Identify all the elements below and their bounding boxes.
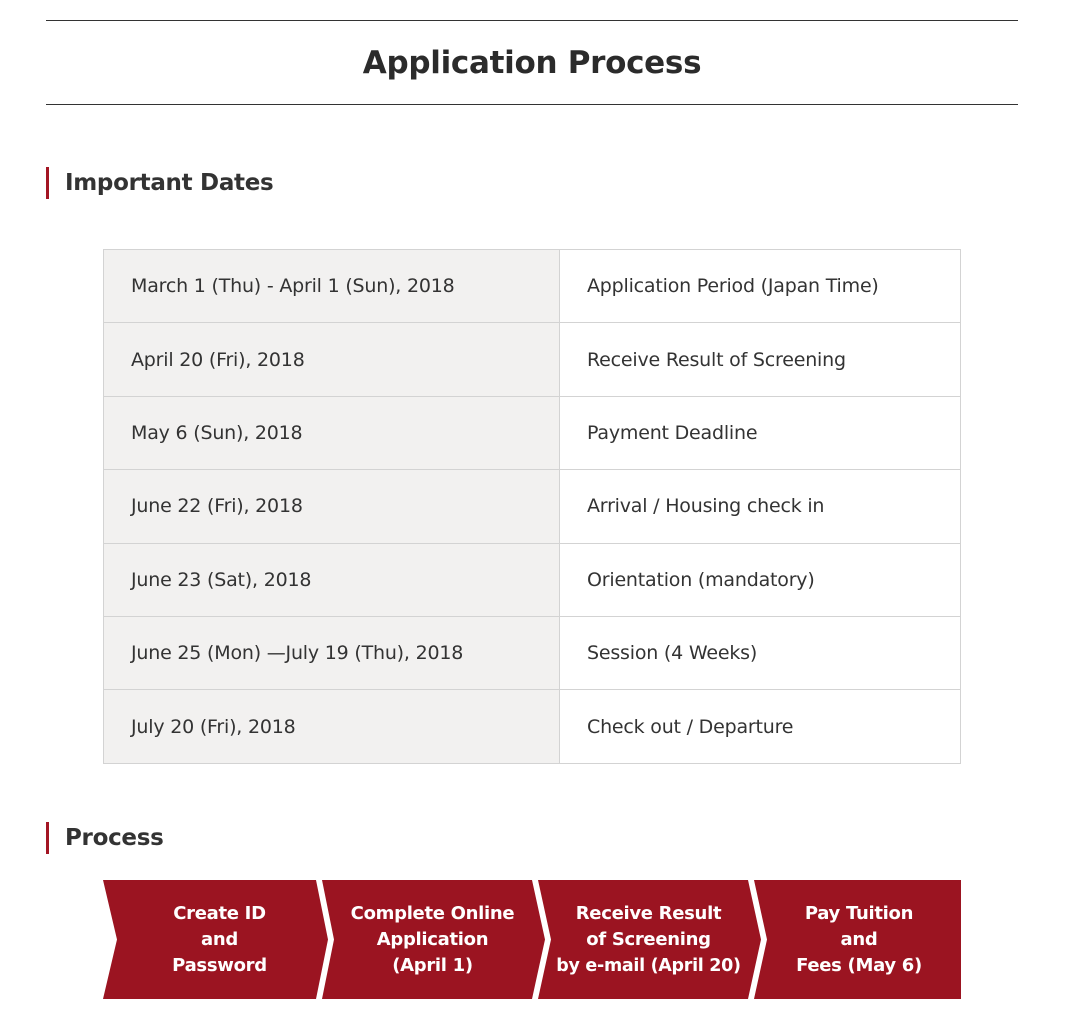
table-row xyxy=(104,543,961,616)
date-cell: June 25 (Mon) —July 19 (Thu), 2018 xyxy=(104,616,560,689)
step-line: Application xyxy=(376,928,489,950)
step-line: Pay Tuition xyxy=(804,902,914,924)
table-row xyxy=(104,323,961,396)
event-cell: Arrival / Housing check in xyxy=(560,470,961,543)
heading-accent-bar xyxy=(46,167,49,199)
step-line: by e-mail (April 20) xyxy=(556,955,741,976)
step-line: Fees (May 6) xyxy=(796,954,922,976)
date-cell: March 1 (Thu) - April 1 (Sun), 2018 xyxy=(104,250,560,323)
section-heading-text: Process xyxy=(65,825,164,851)
title-top-rule xyxy=(46,20,1018,21)
date-cell: July 20 (Fri), 2018 xyxy=(104,690,560,763)
page-title: Application Process xyxy=(362,45,702,81)
step-line: Complete Online xyxy=(350,902,515,924)
section-heading-text: Important Dates xyxy=(65,170,274,196)
event-cell: Receive Result of Screening xyxy=(560,323,961,396)
title-bottom-rule xyxy=(46,104,1018,105)
section-heading-important-dates xyxy=(46,167,273,199)
process-step-create-id xyxy=(117,880,322,999)
heading-accent-bar xyxy=(46,822,49,854)
table-row xyxy=(104,250,961,323)
date-cell: June 22 (Fri), 2018 xyxy=(104,470,560,543)
table-row xyxy=(104,690,961,763)
date-cell: May 6 (Sun), 2018 xyxy=(104,396,560,469)
event-cell: Session (4 Weeks) xyxy=(560,616,961,689)
step-line: Password xyxy=(172,954,267,976)
step-line: of Screening xyxy=(586,928,711,950)
event-cell: Check out / Departure xyxy=(560,690,961,763)
important-dates-table xyxy=(103,249,961,764)
process-step-online-application xyxy=(331,880,534,999)
process-step-pay-tuition xyxy=(763,880,955,999)
table-row xyxy=(104,396,961,469)
step-line: and xyxy=(201,928,238,950)
date-cell: June 23 (Sat), 2018 xyxy=(104,543,560,616)
section-heading-process xyxy=(46,822,164,854)
table-row xyxy=(104,470,961,543)
process-step-screening-result xyxy=(547,880,750,999)
table-row xyxy=(104,616,961,689)
event-cell: Orientation (mandatory) xyxy=(560,543,961,616)
event-cell: Application Period (Japan Time) xyxy=(560,250,961,323)
step-line: Receive Result xyxy=(575,902,722,924)
step-line: (April 1) xyxy=(392,954,473,976)
step-line: and xyxy=(840,928,878,950)
process-flow xyxy=(103,880,961,999)
event-cell: Payment Deadline xyxy=(560,396,961,469)
date-cell: April 20 (Fri), 2018 xyxy=(104,323,560,396)
step-line: Create ID xyxy=(173,902,266,924)
